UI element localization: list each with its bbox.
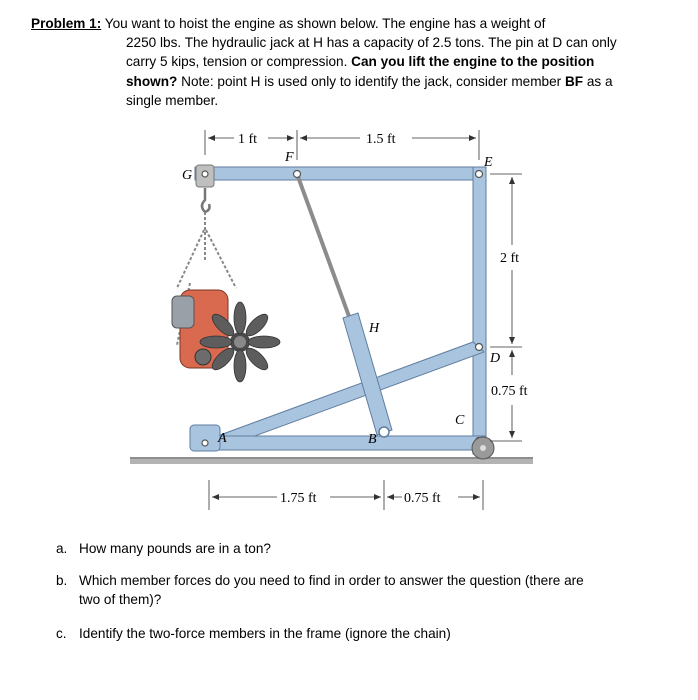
- pin-a: [202, 440, 208, 446]
- pin-g: [202, 171, 208, 177]
- label-e: E: [484, 155, 493, 170]
- label-c: C: [455, 413, 465, 428]
- engine: [172, 290, 280, 382]
- problem-line-2: 2250 lbs. The hydraulic jack at H has a capacity of 2.5 tons. The pin at D can only: [126, 35, 617, 50]
- problem-line-1: You want to hoist the engine as shown below. The engine has a weight of: [104, 16, 546, 31]
- dim-1-75ft: 1.75 ft: [280, 491, 317, 506]
- label-b: B: [368, 432, 377, 447]
- dim-1-5ft: 1.5 ft: [366, 132, 396, 147]
- problem-line-3: carry 5 kips, tension or compression. Can you lift the engine to the position: [126, 54, 595, 70]
- base-ac: [195, 436, 486, 450]
- dim-2ft: 2 ft: [500, 251, 520, 266]
- jack-rod-bf: [297, 174, 354, 330]
- hook: [202, 188, 210, 212]
- label-g: G: [182, 168, 193, 183]
- pin-e: [476, 171, 483, 178]
- post-ec: [473, 167, 486, 454]
- label-f: F: [285, 150, 294, 165]
- dim-1ft: 1 ft: [238, 132, 258, 147]
- label-d: D: [490, 351, 501, 366]
- pin-f: [294, 171, 301, 178]
- label-h: H: [369, 321, 380, 336]
- dim-0-75ft-vert: 0.75 ft: [491, 384, 528, 399]
- problem-label: Problem 1:: [31, 16, 102, 31]
- dim-0-75ft-horiz: 0.75 ft: [404, 491, 441, 506]
- label-a: A: [218, 431, 227, 446]
- problem-line-4: shown? Note: point H is used only to identify the jack, consider member BF as a: [126, 73, 613, 89]
- problem-line-5: single member.: [126, 93, 219, 109]
- beam-ge: [195, 167, 485, 180]
- ground: [130, 459, 533, 464]
- pin-d: [476, 344, 483, 351]
